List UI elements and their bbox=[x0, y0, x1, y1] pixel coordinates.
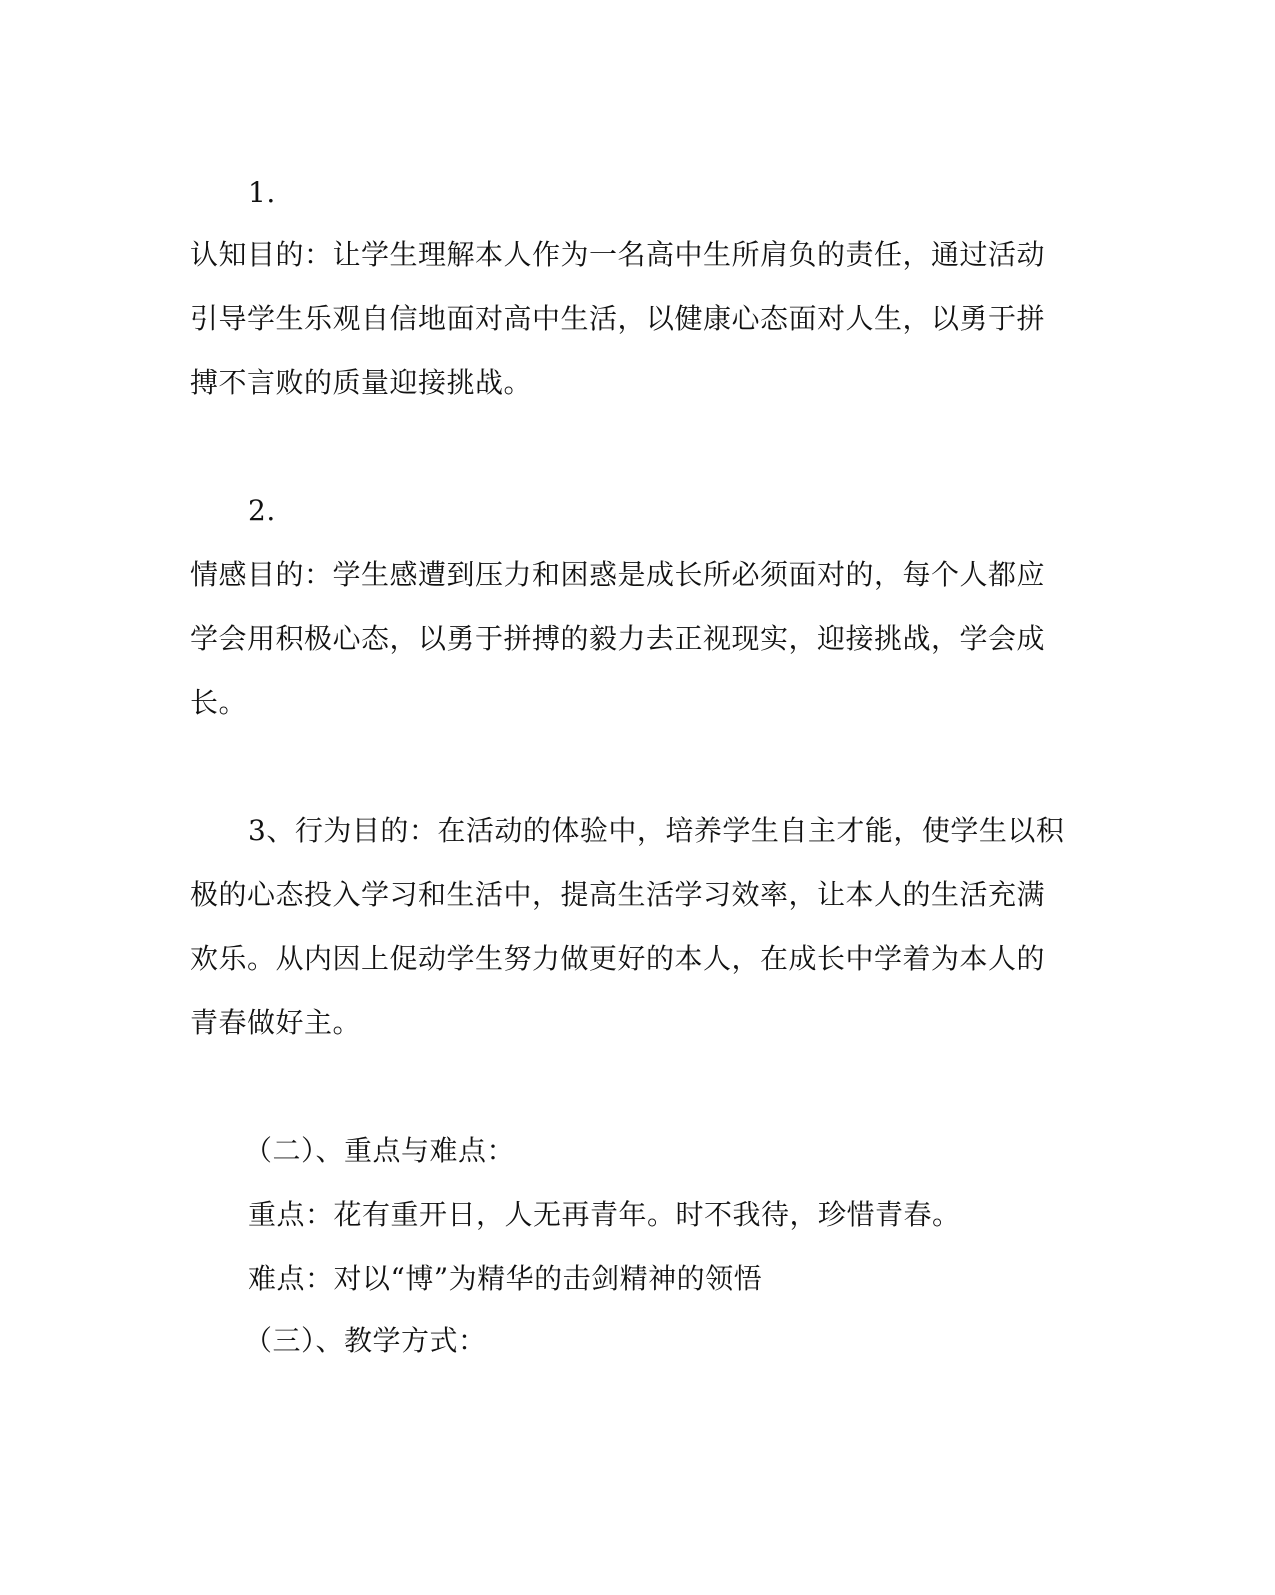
objective-1-number: 1. bbox=[248, 176, 276, 209]
key-point-text: 重点：花有重开日，人无再青年。时不我待，珍惜青春。 bbox=[248, 1198, 961, 1231]
objective-2-line-2: 学会用积极心态，以勇于拼搏的毅力去正视现实，迎接挑战，学会成 bbox=[190, 622, 1046, 655]
objective-1-line-3: 搏不言败的质量迎接挑战。 bbox=[190, 366, 533, 399]
section-2-heading: （二）、重点与难点： bbox=[244, 1134, 516, 1167]
objective-2-line-1: 情感目的：学生感遭到压力和困惑是成长所必须面对的，每个人都应 bbox=[190, 558, 1046, 591]
objective-3-line-4: 青春做好主。 bbox=[190, 1006, 362, 1039]
objective-1-line-1: 认知目的：让学生理解本人作为一名高中生所肩负的责任，通过活动 bbox=[190, 238, 1046, 271]
objective-2-line-3: 长。 bbox=[190, 686, 248, 719]
section-3-heading: （三）、教学方式： bbox=[244, 1324, 487, 1357]
objective-2-number: 2. bbox=[248, 494, 276, 527]
objective-1-line-2: 引导学生乐观自信地面对高中生活，以健康心态面对人生，以勇于拼 bbox=[190, 302, 1046, 335]
objective-3-line-1: 3、行为目的：在活动的体验中，培养学生自主才能，使学生以积 bbox=[248, 814, 1065, 847]
difficulty-text: 难点：对以“博”为精华的击剑精神的领悟 bbox=[248, 1262, 763, 1295]
objective-3-line-2: 极的心态投入学习和生活中，提高生活学习效率，让本人的生活充满 bbox=[190, 878, 1046, 911]
objective-3-line-3: 欢乐。从内因上促动学生努力做更好的本人，在成长中学着为本人的 bbox=[190, 942, 1046, 975]
